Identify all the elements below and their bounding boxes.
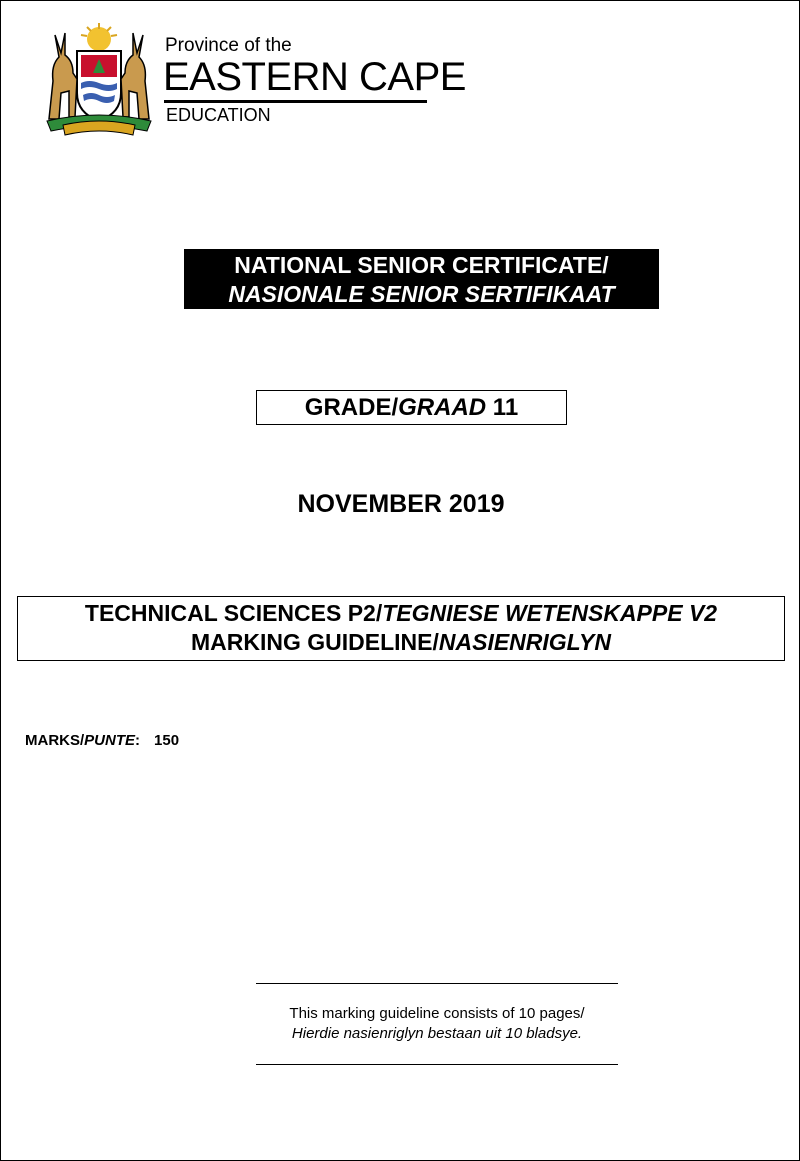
subject-row-2 (18, 628, 784, 657)
grade-label: GRADE/ (304, 394, 399, 421)
guideline-title-af: NASIENRIGLYN (438, 629, 611, 655)
marks-line (25, 732, 179, 749)
subject-title-af: TEGNIESE WETENSKAPPE V2 (382, 600, 718, 626)
logo-province-text: Province of the (165, 35, 292, 56)
certificate-title-en: NATIONAL SENIOR CERTIFICATE/ (234, 252, 609, 278)
grade-label-af: GRAAD (398, 394, 487, 421)
subject-row-1 (18, 597, 784, 628)
certificate-title-af: NASIONALE SENIOR SERTIFIKAAT (228, 281, 615, 307)
page-count-note (1, 1004, 800, 1044)
page-count-af: Hierdie nasienriglyn bestaan uit 10 bladsye. (291, 1025, 583, 1042)
logo-education-text: EDUCATION (166, 105, 271, 125)
marks-value: 150 (154, 732, 180, 749)
footer-top-rule (256, 983, 618, 984)
certificate-banner (184, 249, 659, 309)
marks-colon: : (135, 732, 141, 749)
eastern-cape-logo (33, 21, 466, 141)
logo-eastern-cape-text: EASTERN CAPE (163, 55, 466, 99)
footer-bottom-rule (256, 1064, 618, 1065)
subject-title-en: TECHNICAL SCIENCES P2/ (84, 600, 383, 626)
marks-label-af: PUNTE (84, 732, 136, 749)
exam-date: NOVEMBER 2019 (297, 490, 505, 518)
guideline-title-en: MARKING GUIDELINE/ (191, 629, 439, 655)
page-count-en: This marking guideline consists of 10 pages/ (289, 1005, 585, 1022)
logo-divider (164, 100, 427, 103)
subject-box (17, 596, 785, 661)
grade-box (256, 390, 567, 425)
marks-label: MARKS/ (25, 732, 85, 749)
grade-number: 11 (486, 394, 519, 421)
coat-of-arms-icon (33, 21, 165, 139)
